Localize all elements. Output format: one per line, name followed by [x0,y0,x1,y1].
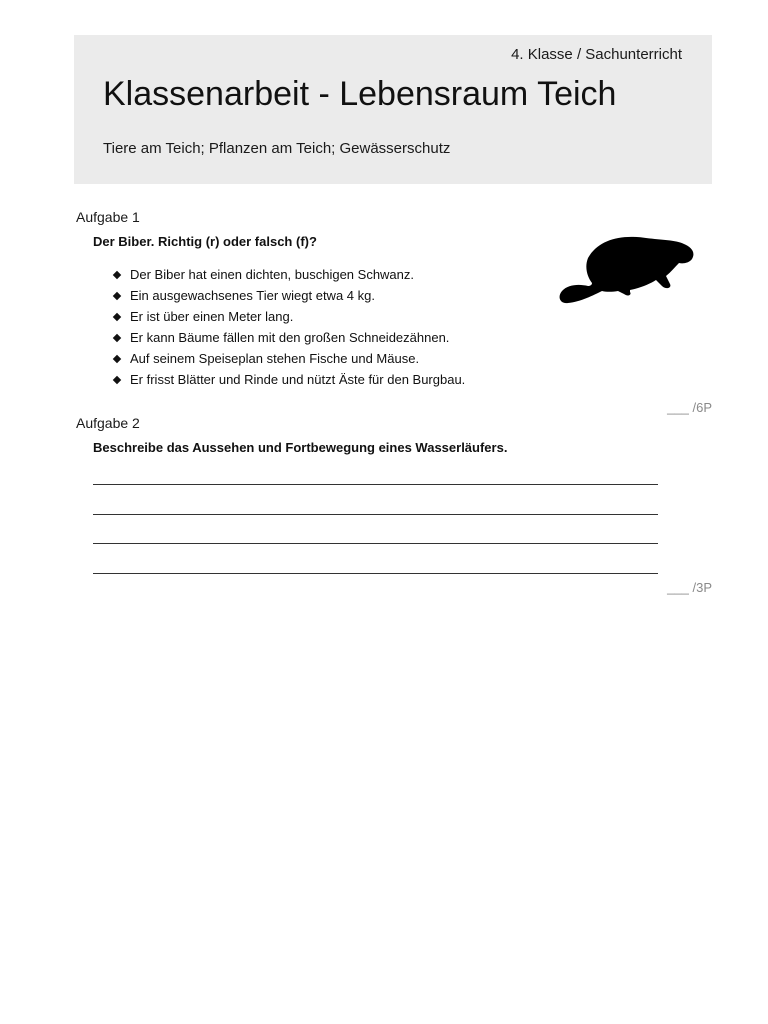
diamond-bullet-icon [113,355,121,363]
task1-score: ___ /6P [667,400,712,415]
task2-question: Beschreibe das Aussehen und Fortbewegung eines Wasserläufers. [93,440,508,455]
list-item [114,285,465,306]
answer-line[interactable] [93,484,658,485]
statement-text: Auf seinem Speiseplan stehen Fische und Mäuse. [130,351,420,366]
task2-score: ___ /3P [667,580,712,595]
diamond-bullet-icon [113,334,121,342]
diamond-bullet-icon [113,376,121,384]
statement-text: Der Biber hat einen dichten, buschigen Schwanz. [130,267,415,282]
task1-label: Aufgabe 1 [76,209,140,225]
page-title: Klassenarbeit - Lebensraum Teich [103,75,617,113]
answer-line[interactable] [93,514,658,515]
statement-text: Er kann Bäume fällen mit den großen Schneidezähnen. [130,330,450,345]
list-item [114,369,465,390]
diamond-bullet-icon [113,313,121,321]
grade-subject-label: 4. Klasse / Sachunterricht [511,46,682,63]
statement-text: Er frisst Blätter und Rinde und nützt Äste für den Burgbau. [130,372,466,387]
answer-line[interactable] [93,543,658,544]
list-item [114,264,465,285]
beaver-icon [558,234,696,306]
task1-question: Der Biber. Richtig (r) oder falsch (f)? [93,234,317,249]
diamond-bullet-icon [113,271,121,279]
statement-text: Ein ausgewachsenes Tier wiegt etwa 4 kg. [130,288,375,303]
diamond-bullet-icon [113,292,121,300]
topics-subtitle: Tiere am Teich; Pflanzen am Teich; Gewässerschutz [103,140,451,157]
statement-text: Er ist über einen Meter lang. [130,309,294,324]
worksheet-header [74,35,712,184]
list-item [114,348,465,369]
list-item [114,327,465,348]
statement-list [114,264,465,390]
list-item [114,306,465,327]
answer-line[interactable] [93,573,658,574]
task2-label: Aufgabe 2 [76,415,140,431]
